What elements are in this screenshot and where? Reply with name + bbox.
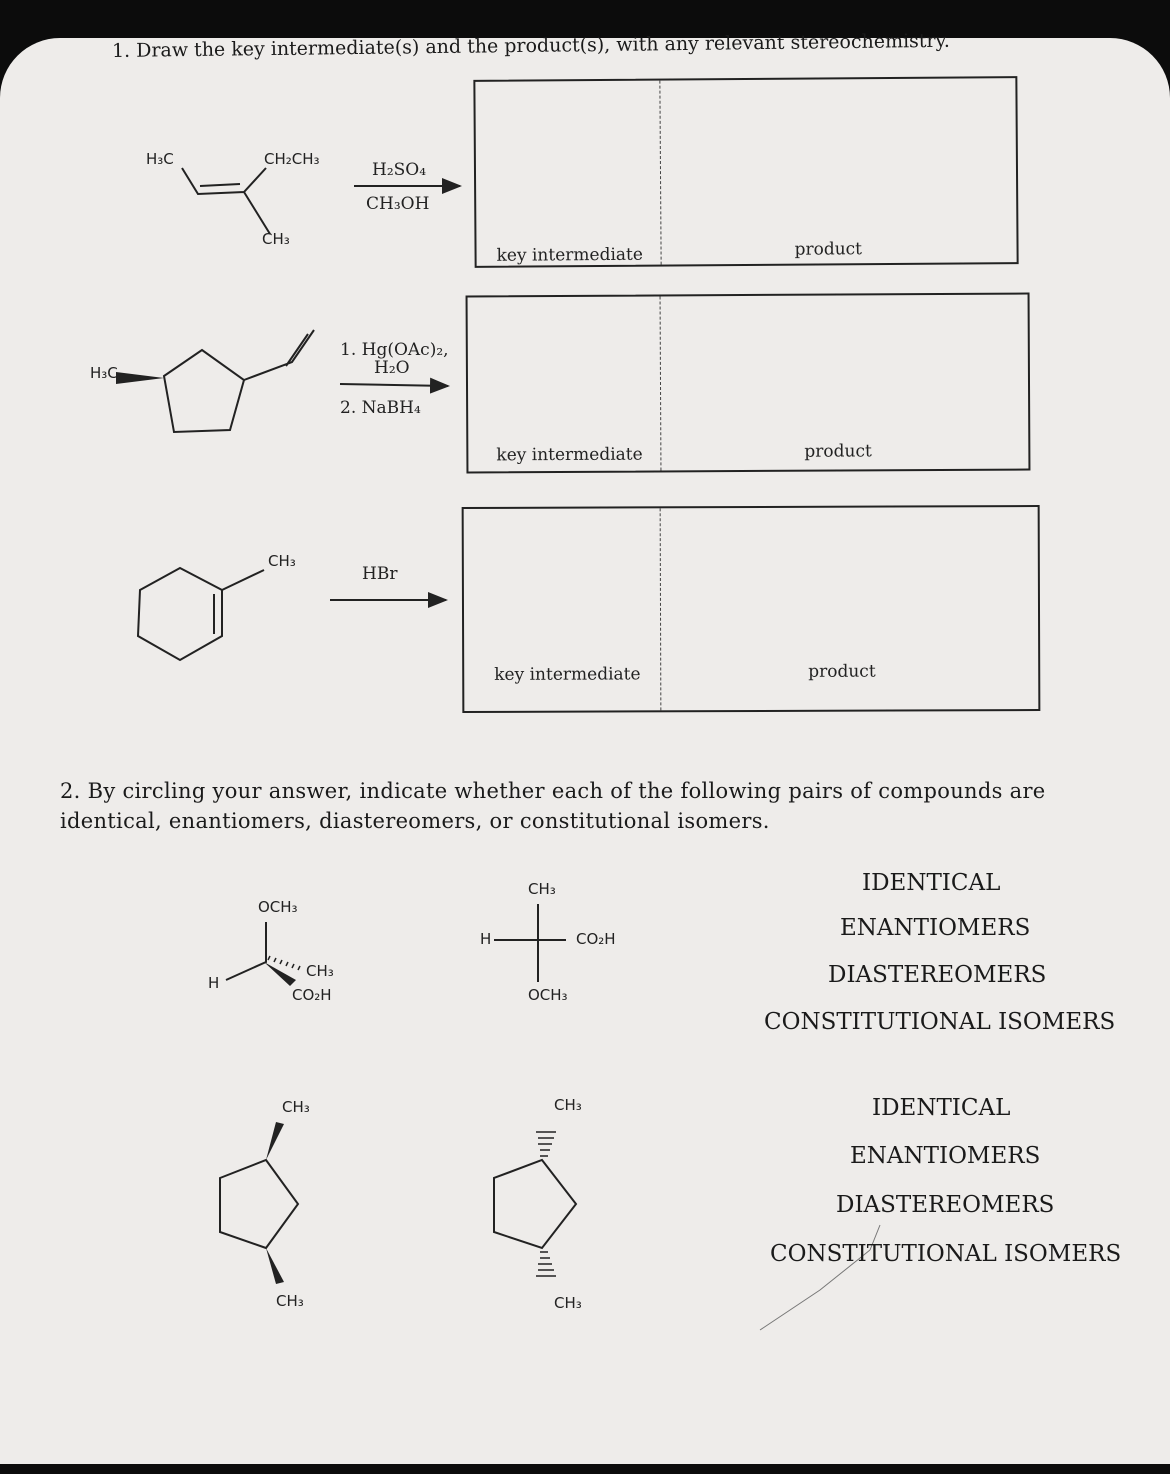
molecule-label: CO₂H xyxy=(576,930,616,948)
substrate-label: CH₃ xyxy=(262,230,290,248)
ethyl-chain xyxy=(222,570,264,590)
choice-identical[interactable]: IDENTICAL xyxy=(862,870,1001,896)
vinyl-group xyxy=(244,330,314,380)
choice-constitutional-isomers[interactable]: CONSTITUTIONAL ISOMERS xyxy=(770,1241,1122,1267)
intermediate-label: key intermediate xyxy=(496,244,643,266)
choice-identical[interactable]: IDENTICAL xyxy=(872,1095,1011,1121)
choice-diastereomers[interactable]: DIASTEREOMERS xyxy=(828,962,1047,988)
double-bond-line xyxy=(200,184,240,186)
reaction-arrow xyxy=(340,384,448,386)
molecule-label: CH₃ xyxy=(554,1294,582,1312)
reagent-label: H₂SO₄ xyxy=(372,160,427,180)
hash-bond xyxy=(536,1132,556,1156)
reagent-label: 1. Hg(OAc)₂, xyxy=(340,340,449,360)
molecule-label: OCH₃ xyxy=(528,986,568,1004)
wedge-bond xyxy=(266,1122,284,1160)
molecule-label: CH₃ xyxy=(276,1292,304,1310)
intermediate-label: key intermediate xyxy=(494,664,641,685)
molecule-label: CH₃ xyxy=(282,1098,310,1116)
reagent-label: 2. NaBH₄ xyxy=(340,398,421,418)
cyclopentane-ring xyxy=(164,350,244,432)
reagent-label: HBr xyxy=(362,564,398,584)
substrate-label: CH₃ xyxy=(268,552,296,570)
choice-enantiomers[interactable]: ENANTIOMERS xyxy=(850,1143,1041,1169)
molecule-label: CO₂H xyxy=(292,986,332,1004)
fischer-projection xyxy=(494,904,566,982)
reagent-label: H₂O xyxy=(374,358,410,378)
question-2-prompt: 2. By circling your answer, indicate whether each of the following pairs of compounds are identical, enantiomers, diastereomers, or constitutional isomers. xyxy=(60,779,1046,833)
molecule-label: CH₃ xyxy=(306,962,334,980)
hash-bond xyxy=(536,1252,556,1276)
cyclopentane-right xyxy=(494,1160,576,1248)
reagent-label: CH₃OH xyxy=(366,194,430,214)
choice-constitutional-isomers[interactable]: CONSTITUTIONAL ISOMERS xyxy=(764,1009,1116,1035)
substrate-label: CH₂CH₃ xyxy=(264,150,320,168)
alkene-skeleton xyxy=(182,168,270,234)
molecule-label: H xyxy=(480,930,492,948)
wedge-bond xyxy=(116,372,164,384)
molecule-label: OCH₃ xyxy=(258,898,298,916)
cyclohexene-ring xyxy=(138,568,222,660)
molecule-label: CH₃ xyxy=(528,880,556,898)
product-label: product xyxy=(804,441,872,462)
substrate-label: H₃C xyxy=(90,364,118,382)
molecule-label: CH₃ xyxy=(554,1096,582,1114)
choice-diastereomers[interactable]: DIASTEREOMERS xyxy=(836,1192,1055,1218)
wedge-bond xyxy=(264,962,296,986)
substrate-label: H₃C xyxy=(146,150,174,168)
choice-enantiomers[interactable]: ENANTIOMERS xyxy=(840,915,1031,941)
tetrahedral-center xyxy=(226,922,266,980)
intermediate-label: key intermediate xyxy=(496,444,643,466)
molecule-label: H xyxy=(208,974,220,992)
wedge-bond xyxy=(266,1248,284,1284)
product-label: product xyxy=(808,661,876,682)
question-1-prompt: 1. Draw the key intermediate(s) and the product(s), with any relevant stereochemistry. xyxy=(111,29,950,62)
cyclopentane-left xyxy=(220,1160,298,1248)
product-label: product xyxy=(794,239,863,260)
